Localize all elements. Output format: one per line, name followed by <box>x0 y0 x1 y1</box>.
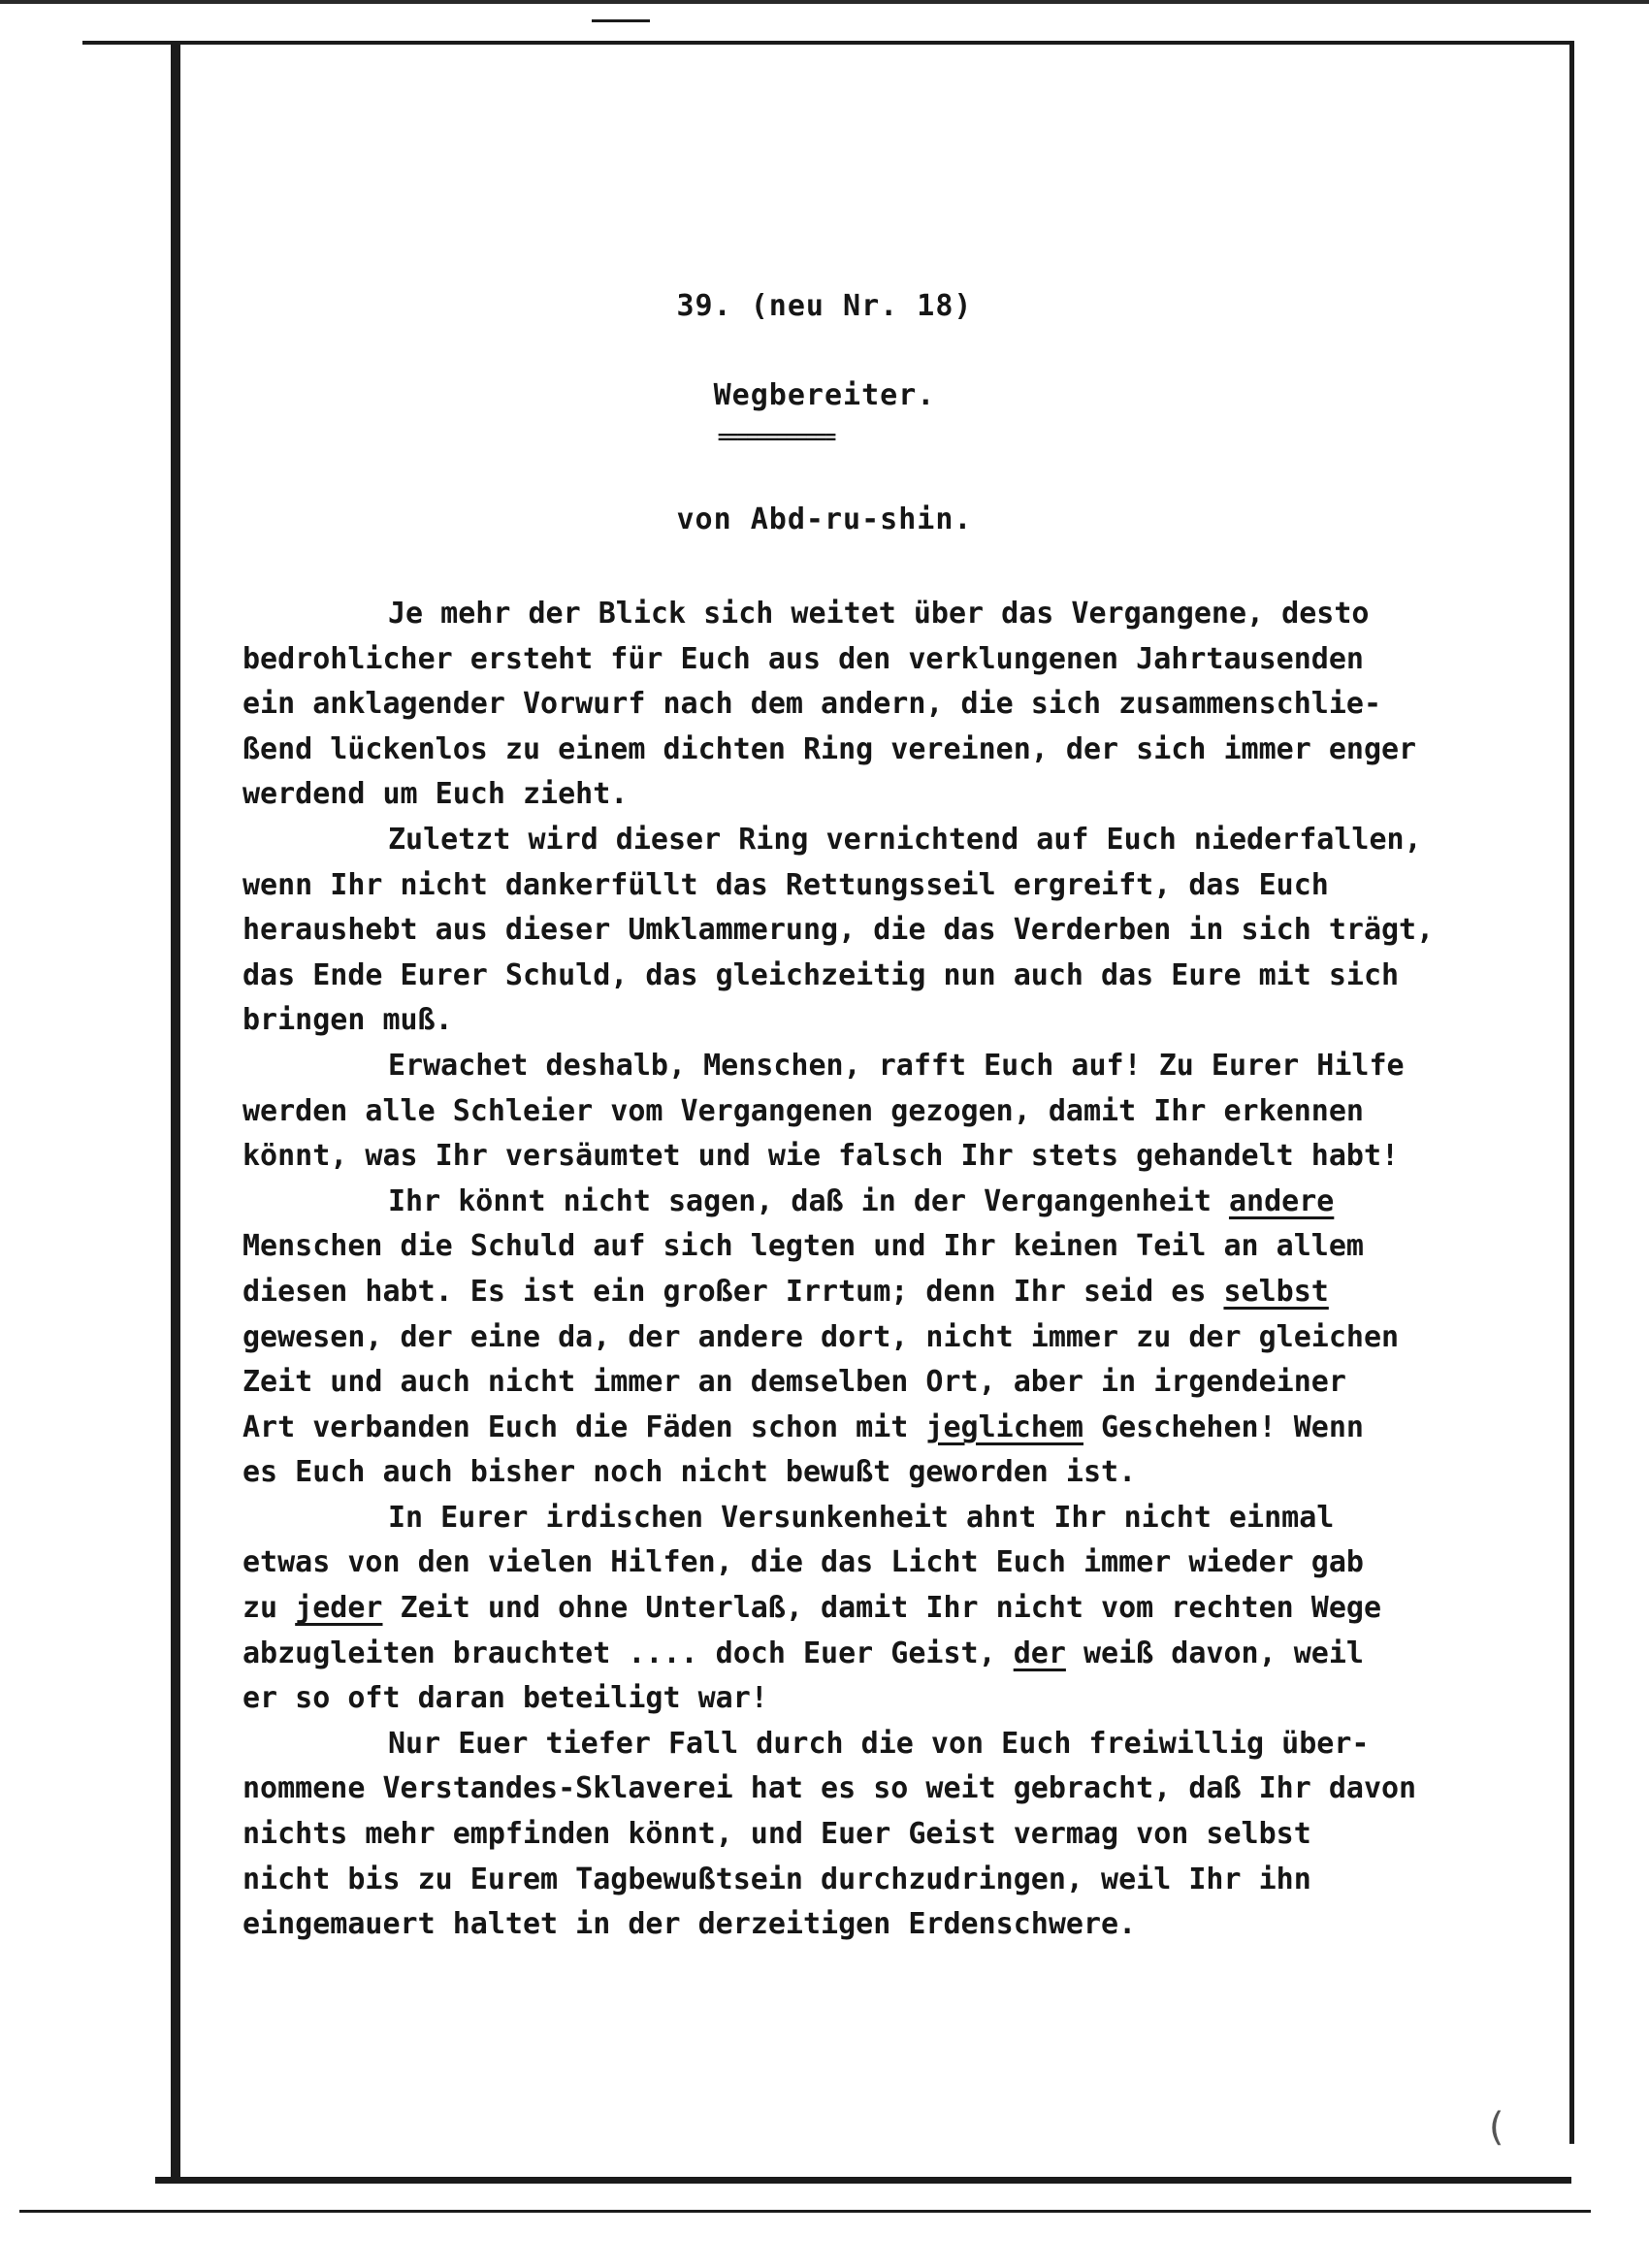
upper-rule <box>82 41 1571 45</box>
body-text <box>242 592 1542 1948</box>
text-line: nicht bis zu Eurem Tagbewußtsein durchzudringen, weil Ihr ihn <box>242 1862 1311 1896</box>
underlined-word: jeglichem <box>925 1409 1083 1444</box>
lower-rule <box>19 2210 1591 2213</box>
text-line: Erwachet deshalb, Menschen, rafft Euch auf! Zu Eurer Hilfe <box>388 1048 1405 1083</box>
text-line: es Euch auch bisher noch nicht bewußt geworden ist. <box>242 1455 1137 1490</box>
text-line: Ihr könnt nicht sagen, daß in der Vergangenheit andere <box>388 1183 1335 1218</box>
text-line: Menschen die Schuld auf sich legten und Ihr keinen Teil an allem <box>242 1229 1364 1264</box>
text-line: könnt, was Ihr versäumtet und wie falsch Ihr stets gehandelt habt! <box>242 1139 1400 1174</box>
underlined-word: selbst <box>1223 1274 1329 1309</box>
underlined-word: der <box>1013 1636 1066 1670</box>
upper-rule-stub <box>592 19 650 22</box>
top-rule <box>0 0 1649 4</box>
right-rule <box>1569 41 1574 2144</box>
text-line: etwas von den vielen Hilfen, die das Licht Euch immer wieder gab <box>242 1545 1364 1580</box>
underlined-word: jeder <box>295 1591 383 1626</box>
text-line: ßend lückenlos zu einem dichten Ring vereinen, der sich immer enger <box>242 731 1417 766</box>
text-line: werden alle Schleier vom Vergangenen gezogen, damit Ihr erkennen <box>242 1093 1364 1128</box>
text-line: bedrohlicher ersteht für Euch aus den verklungenen Jahrtausenden <box>242 641 1364 676</box>
underlined-word: andere <box>1228 1183 1335 1218</box>
text-line: abzugleiten brauchtet .... doch Euer Geist, der weiß davon, weil <box>242 1636 1364 1670</box>
text-line: nichts mehr empfinden könnt, und Euer Geist vermag von selbst <box>242 1817 1311 1852</box>
document-number: 39. (neu Nr. 18) <box>676 289 973 323</box>
text-line: Je mehr der Blick sich weitet über das Vergangene, desto <box>388 597 1370 631</box>
text-line: diesen habt. Es ist ein großer Irrtum; denn Ihr seid es selbst <box>242 1274 1329 1309</box>
text-line: In Eurer irdischen Versunkenheit ahnt Ihr nicht einmal <box>388 1500 1335 1535</box>
text-line: bringen muß. <box>242 1003 453 1038</box>
text-line: Zuletzt wird dieser Ring vernichtend auf Euch niederfallen, <box>388 822 1422 857</box>
text-line: er so oft daran beteiligt war! <box>242 1681 768 1716</box>
text-line: gewesen, der eine da, der andere dort, nicht immer zu der gleichen <box>242 1319 1400 1354</box>
left-binding-rule <box>171 43 180 2182</box>
text-line: heraushebt aus dieser Umklammerung, die das Verderben in sich trägt, <box>242 913 1435 948</box>
document-title: Wegbereiter. <box>713 378 936 412</box>
text-line: zu jeder Zeit und ohne Unterlaß, damit Ihr nicht vom rechten Wege <box>242 1591 1382 1626</box>
bottom-rule <box>155 2177 1571 2184</box>
text-line: werdend um Euch zieht. <box>242 777 629 812</box>
text-line: wenn Ihr nicht dankerfüllt das Rettungsseil ergreift, das Euch <box>242 867 1329 902</box>
byline: von Abd-ru-shin. <box>676 502 973 536</box>
title-underline: ============ <box>717 425 835 446</box>
text-line: das Ende Eurer Schuld, das gleichzeitig nun auch das Eure mit sich <box>242 957 1400 992</box>
text-line: Nur Euer tiefer Fall durch die von Euch freiwillig über- <box>388 1726 1370 1761</box>
margin-paren-mark: ( <box>1484 2105 1508 2150</box>
text-line: nommene Verstandes-Sklaverei hat es so weit gebracht, daß Ihr davon <box>242 1771 1417 1806</box>
text-line: Zeit und auch nicht immer an demselben Ort, aber in irgendeiner <box>242 1365 1346 1400</box>
text-line: eingemauert haltet in der derzeitigen Erdenschwere. <box>242 1907 1137 1942</box>
text-line: ein anklagender Vorwurf nach dem andern, die sich zusammenschlie- <box>242 687 1381 722</box>
text-line: Art verbanden Euch die Fäden schon mit jeglichem Geschehen! Wenn <box>242 1409 1364 1444</box>
